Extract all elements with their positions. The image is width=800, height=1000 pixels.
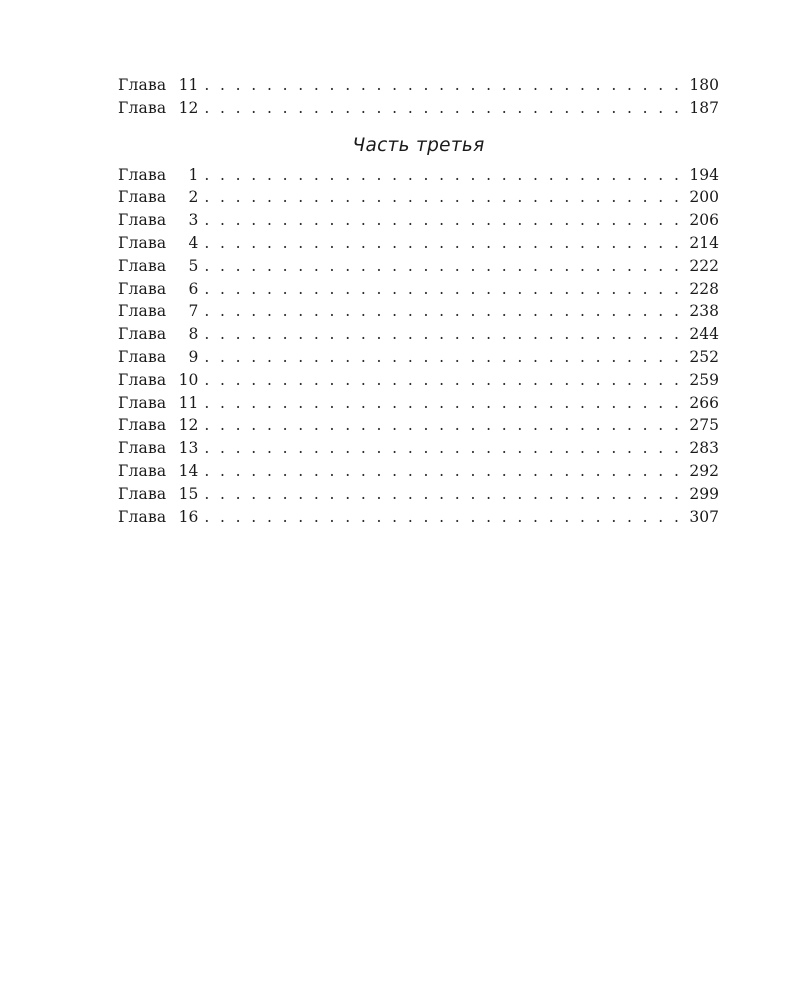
toc-leader-dots	[204, 392, 681, 415]
toc-chapter-number: 7	[188, 302, 199, 321]
toc-entry-label	[118, 369, 198, 392]
toc-chapter-number: 9	[188, 347, 199, 366]
toc-chapter-word: Глава	[118, 302, 167, 321]
toc-entry-label	[118, 323, 198, 346]
toc-entry[interactable]	[118, 392, 719, 415]
toc-entry-label	[118, 300, 198, 323]
toc-page-number: 194	[689, 165, 719, 184]
toc-chapter-number: 3	[188, 211, 199, 230]
toc-chapter-word: Глава	[118, 279, 167, 298]
toc-leader-dots	[204, 74, 681, 97]
toc-entry-label	[118, 506, 198, 529]
toc-entry-label	[118, 460, 198, 483]
toc-page-number: 275	[689, 416, 719, 435]
toc-leader-dots	[204, 232, 681, 255]
toc-leader-dots	[204, 369, 681, 392]
toc-leader-dots	[204, 209, 681, 232]
toc-page-number: 259	[689, 370, 719, 389]
toc-entry[interactable]	[118, 506, 719, 529]
toc-entry-label	[118, 392, 198, 415]
toc-page-number: 283	[689, 439, 719, 458]
toc-page-number: 266	[689, 393, 719, 412]
toc-leader-dots	[204, 300, 681, 323]
toc-chapter-word: Глава	[118, 256, 167, 275]
toc-entry[interactable]	[118, 323, 719, 346]
toc-leader-dots	[204, 323, 681, 346]
toc-entry[interactable]	[118, 369, 719, 392]
toc-page-number: 307	[689, 507, 719, 526]
toc-entry[interactable]	[118, 164, 719, 187]
toc-entry[interactable]	[118, 186, 719, 209]
toc-entry-label	[118, 186, 198, 209]
toc-leader-dots	[204, 437, 681, 460]
toc-entry-label	[118, 278, 198, 301]
toc-chapter-number: 10	[178, 370, 199, 389]
toc-entry-label	[118, 209, 198, 232]
toc-chapter-number: 8	[188, 325, 199, 344]
toc-page-number: 206	[689, 211, 719, 230]
toc-page-number: 200	[689, 188, 719, 207]
toc-entry[interactable]	[118, 278, 719, 301]
toc-chapter-number: 6	[188, 279, 199, 298]
toc-chapter-word: Глава	[118, 461, 167, 480]
toc-page-number: 222	[689, 256, 719, 275]
toc-entry[interactable]	[118, 255, 719, 278]
toc-chapter-word: Глава	[118, 233, 167, 252]
toc-leader-dots	[204, 483, 681, 506]
toc-chapter-number: 16	[178, 507, 199, 526]
toc-chapter-number: 4	[188, 233, 199, 252]
toc-entry-label	[118, 74, 198, 97]
toc-page-number: 180	[689, 76, 719, 94]
toc-entry[interactable]	[118, 300, 719, 323]
toc-chapter-word: Глава	[118, 484, 167, 503]
toc-page-number: 299	[689, 484, 719, 503]
toc-chapter-number: 5	[188, 256, 199, 275]
toc-chapter-number: 14	[178, 461, 199, 480]
toc-entry[interactable]	[118, 460, 719, 483]
toc-entry[interactable]	[118, 232, 719, 255]
toc-entry-label	[118, 164, 198, 187]
toc-entry-label	[118, 437, 198, 460]
toc-chapter-word: Глава	[118, 393, 167, 412]
toc-chapter-word: Глава	[118, 165, 167, 184]
toc-leader-dots	[204, 460, 681, 483]
toc-leader-dots	[204, 346, 681, 369]
toc-leader-dots	[204, 255, 681, 278]
toc-chapter-word: Глава	[118, 188, 167, 207]
toc-chapter-number: 13	[178, 439, 199, 458]
toc-page-number: 187	[689, 98, 719, 117]
toc-entry-label	[118, 97, 198, 120]
toc-chapter-word: Глава	[118, 76, 167, 94]
toc-entry[interactable]	[118, 97, 719, 120]
toc-chapter-word: Глава	[118, 370, 167, 389]
toc-entry[interactable]	[118, 209, 719, 232]
toc-entry[interactable]	[118, 346, 719, 369]
toc-entry-label	[118, 483, 198, 506]
toc-page-number: 244	[689, 325, 719, 344]
table-of-contents-page	[118, 74, 719, 528]
toc-page-number: 252	[689, 347, 719, 366]
toc-entry[interactable]	[118, 74, 719, 97]
toc-chapter-word: Глава	[118, 439, 167, 458]
toc-chapter-word: Глава	[118, 211, 167, 230]
toc-chapter-number: 15	[178, 484, 199, 503]
toc-entry-label	[118, 255, 198, 278]
toc-page-number: 228	[689, 279, 719, 298]
toc-leader-dots	[204, 97, 681, 120]
toc-entry[interactable]	[118, 414, 719, 437]
toc-chapter-word: Глава	[118, 325, 167, 344]
toc-list-previous-part	[118, 74, 719, 120]
toc-entry[interactable]	[118, 483, 719, 506]
toc-leader-dots	[204, 414, 681, 437]
toc-chapter-number: 12	[178, 98, 199, 117]
toc-list-part-three	[118, 164, 719, 529]
toc-entry[interactable]	[118, 437, 719, 460]
part-heading: Часть третья	[352, 134, 485, 156]
toc-chapter-word: Глава	[118, 507, 167, 526]
toc-page-number: 238	[689, 302, 719, 321]
toc-chapter-number: 11	[178, 76, 199, 94]
toc-leader-dots	[204, 186, 681, 209]
toc-page-number: 214	[689, 233, 719, 252]
toc-chapter-number: 2	[188, 188, 199, 207]
toc-chapter-word: Глава	[118, 416, 167, 435]
toc-entry-label	[118, 414, 198, 437]
toc-chapter-number: 1	[188, 165, 199, 184]
toc-leader-dots	[204, 164, 681, 187]
toc-chapter-word: Глава	[118, 347, 167, 366]
toc-leader-dots	[204, 278, 681, 301]
toc-entry-label	[118, 346, 198, 369]
toc-chapter-number: 12	[178, 416, 199, 435]
toc-page-number: 292	[689, 461, 719, 480]
toc-entry-label	[118, 232, 198, 255]
toc-chapter-word: Глава	[118, 98, 167, 117]
toc-chapter-number: 11	[178, 393, 199, 412]
toc-leader-dots	[204, 506, 681, 529]
